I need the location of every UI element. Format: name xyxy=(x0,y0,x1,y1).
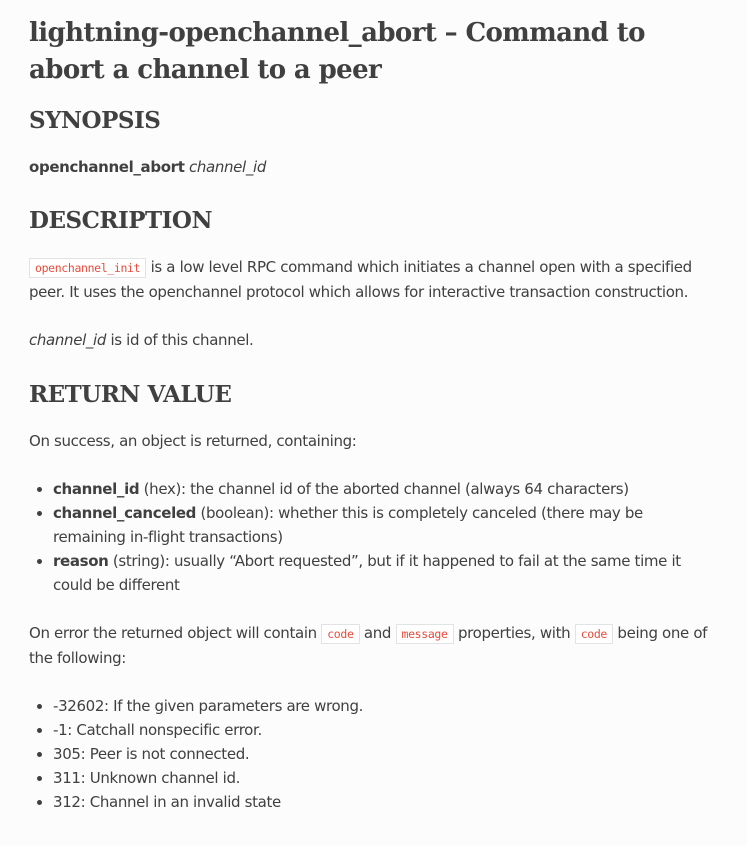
return-fields-list xyxy=(29,477,718,597)
synopsis-arg: channel_id xyxy=(188,158,267,176)
list-item: • channel_canceled (boolean): whether this is completely canceled (there may be remaining in-flight transactions) xyxy=(53,501,718,549)
list-item: • -1: Catchall nonspecific error. xyxy=(53,718,718,742)
list-item: • reason (string): usually “Abort requested”, but if it happened to fail at the same time it could be different xyxy=(53,549,718,597)
inline-code: message xyxy=(396,624,454,644)
description-paragraph: openchannel_init is a low level RPC command which initiates a channel open with a specified peer. It uses the openchannel protocol which allows for interactive transaction construction. xyxy=(29,258,692,301)
list-item: • 305: Peer is not connected. xyxy=(53,742,718,766)
page-title: lightning-openchannel_abort – Command to abort a channel to a peer xyxy=(29,18,645,85)
inline-code: code xyxy=(575,624,613,644)
inline-code: openchannel_init xyxy=(29,258,146,278)
description-paragraph-2: channel_id is id of this channel. xyxy=(29,331,254,349)
man-page xyxy=(0,15,747,814)
list-item: • 311: Unknown channel id. xyxy=(53,766,718,790)
error-intro: On error the returned object will contain code and message properties, with code being one of the following: xyxy=(29,624,708,667)
description-heading: DESCRIPTION xyxy=(29,207,212,234)
list-item: • 312: Channel in an invalid state xyxy=(53,790,718,814)
inline-code: code xyxy=(321,624,359,644)
synopsis-heading: SYNOPSIS xyxy=(29,107,161,134)
return-intro: On success, an object is returned, containing: xyxy=(29,432,357,450)
list-item: • channel_id (hex): the channel id of the aborted channel (always 64 characters) xyxy=(53,477,718,501)
return-value-heading: RETURN VALUE xyxy=(29,381,232,408)
synopsis-line xyxy=(29,155,718,179)
synopsis-command: openchannel_abort xyxy=(29,158,185,176)
error-codes-list xyxy=(29,694,718,814)
list-item: • -32602: If the given parameters are wrong. xyxy=(53,694,718,718)
